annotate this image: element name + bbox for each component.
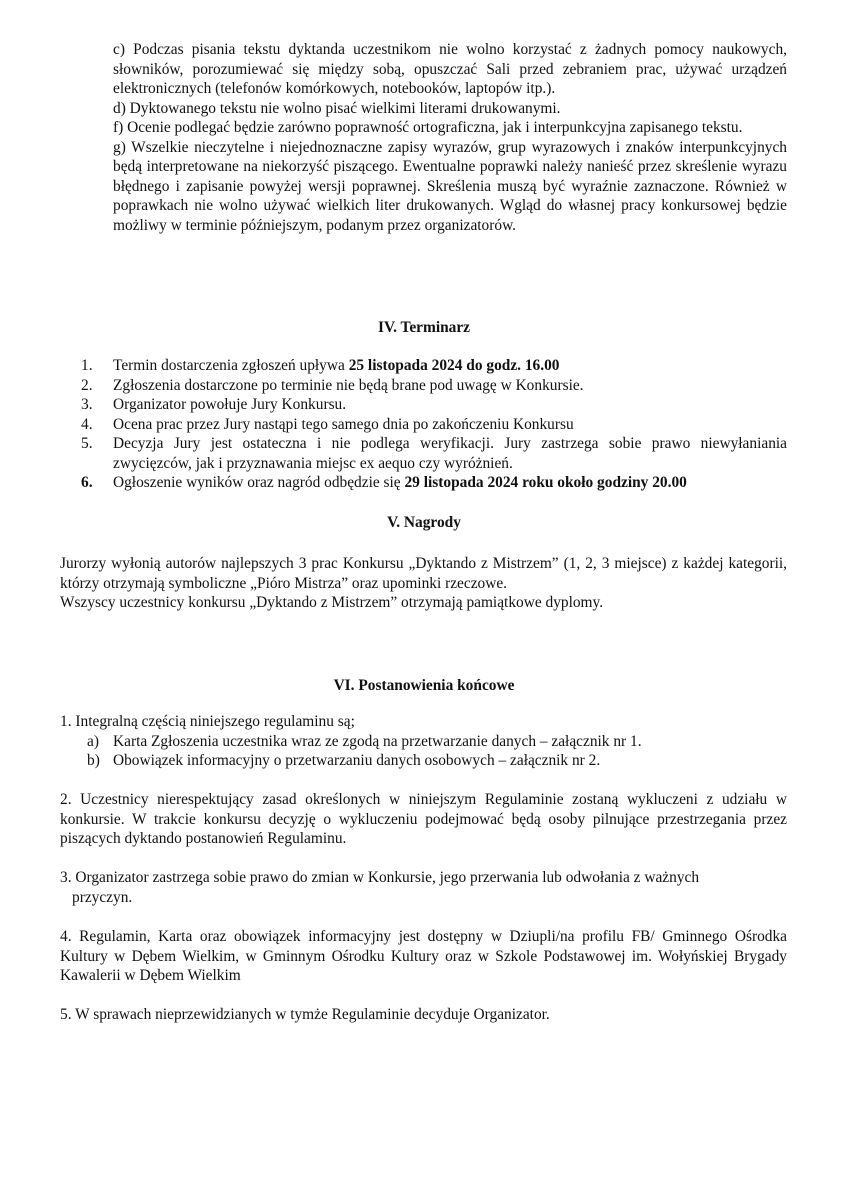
heading-terminarz: IV. Terminarz (377, 319, 471, 336)
item-number: 3. (81, 396, 93, 413)
postanowienia-point-2 (60, 790, 787, 849)
terminarz-list (75, 356, 787, 493)
postanowienia-point-4 (60, 927, 787, 986)
item-number: 2. (81, 376, 93, 394)
terminarz-item (75, 415, 787, 435)
item-text: Organizator powołuje Jury Konkursu. (113, 396, 347, 413)
attachment-item (87, 751, 787, 771)
postanowienia-point-1 (60, 712, 787, 771)
item-marker: a) (87, 732, 99, 750)
heading-nagrody: V. Nagrody (387, 514, 461, 531)
item-number: 5. (81, 435, 93, 452)
rule-d: d) Dyktowanego tekstu nie wolno pisać wielkimi literami drukowanymi. (113, 99, 561, 117)
point-text: 3. Organizator zastrzega sobie prawo do zmian w Konkursie, jego przerwania lub odwołania z ważnych (60, 869, 700, 886)
item-text: Karta Zgłoszenia uczestnika wraz ze zgodą na przetwarzanie danych – załącznik nr 1. (113, 732, 642, 750)
item-text: Decyzja Jury jest ostateczna i nie podlega weryfikacji. Jury zastrzega sobie prawo niewyłaniania zwycięzców, jak i przyznawania miejsc ex aequo czy wyróżnień. (113, 435, 787, 472)
heading-postanowienia: VI. Postanowienia końcowe (333, 677, 515, 694)
item-number: 6. (81, 474, 93, 491)
point-text: 5. W sprawach nieprzewidzianych w tymże Regulaminie decyduje Organizator. (60, 1006, 550, 1023)
terminarz-item (75, 473, 787, 493)
rule-g: g) Wszelkie nieczytelne i niejednoznaczne zapisy wyrazów, grup wyrazowych i znaków interpunkcyjnych będą interpretowane na niekorzyść piszącego. Ewentualne poprawki należy nanieść przez skreślenie wyrazu błędnego i zapisanie powyżej wersji poprawnej. Skreślenia muszą być wyraźnie zaznaczone. Również w poprawkach nie wolno używać wielkich liter drukowanych. Wgląd do własnej pracy konkursowej będzie możliwy w terminie późniejszym, podanym przez organizatorów. (113, 138, 787, 234)
point-text: 2. Uczestnicy nierespektujący zasad określonych w niniejszym Regulaminie zostaną wykluczeni z udziału w konkursie. W trakcie konkursu decyzję o wykluczeniu podejmować będą osoby pilnujące przestrzegania przez piszących dyktando postanowień Regulaminu. (60, 791, 787, 847)
item-number: 4. (81, 415, 93, 433)
item-text: Zgłoszenia dostarczone po terminie nie będą brane pod uwagę w Konkursie. (113, 376, 584, 394)
rules-continuation (113, 40, 787, 235)
point-text: 1. Integralną częścią niniejszego regulaminu są; (60, 713, 355, 730)
terminarz-item (75, 434, 787, 473)
item-deadline: 25 listopada 2024 do godz. 16.00 (348, 357, 560, 374)
item-text: Ogłoszenie wyników oraz nagród odbędzie się (113, 474, 405, 491)
postanowienia-point-5 (60, 1005, 787, 1025)
item-text: Obowiązek informacyjny o przetwarzaniu danych osobowych – załącznik nr 2. (113, 752, 601, 769)
item-date: 29 listopada 2024 roku około godziny 20.00 (404, 474, 687, 491)
point-text-continuation: przyczyn. (72, 888, 133, 906)
item-marker: b) (87, 752, 100, 769)
rule-c: c) Podczas pisania tekstu dyktanda uczestnikom nie wolno korzystać z żadnych pomocy naukowych, słowników, porozumiewać się między sobą, opuszczać Sali przed zebraniem prac, używać urządzeń elektronicznych (telefonów komórkowych, notebooków, laptopów itp.). (113, 41, 787, 97)
attachment-item (87, 732, 787, 752)
item-text: Ocena prac przez Jury nastąpi tego samego dnia po zakończeniu Konkursu (113, 415, 574, 433)
terminarz-item (75, 356, 787, 376)
nagrody-paragraph: Wszyscy uczestnicy konkursu „Dyktando z Mistrzem” otrzymają pamiątkowe dyplomy. (60, 594, 604, 611)
nagrody-text (60, 554, 787, 613)
terminarz-item (75, 376, 787, 396)
attachments-list (60, 732, 787, 771)
item-text: Termin dostarczenia zgłoszeń upływa (113, 357, 349, 374)
nagrody-paragraph: Jurorzy wyłonią autorów najlepszych 3 prac Konkursu „Dyktando z Mistrzem” (1, 2, 3 miejsce) z każdej kategorii, którzy otrzymają symboliczne „Pióro Mistrza” oraz upominki rzeczowe. (60, 555, 787, 592)
point-text: 4. Regulamin, Karta oraz obowiązek informacyjny jest dostępny w Dziupli/na profilu FB/ Gminnego Ośrodka Kultury w Dębem Wielkim, w Gminnym Ośrodku Kultury oraz w Szkole Podstawowej im. Wołyńskiej Brygady Kawalerii w Dębem Wielkim (60, 928, 787, 984)
rule-f: f) Ocenie podlegać będzie zarówno poprawność ortograficzna, jak i interpunkcyjna zapisanego tekstu. (113, 119, 743, 136)
terminarz-item (75, 395, 787, 415)
postanowienia-point-3 (60, 868, 787, 907)
item-number: 1. (81, 357, 93, 374)
